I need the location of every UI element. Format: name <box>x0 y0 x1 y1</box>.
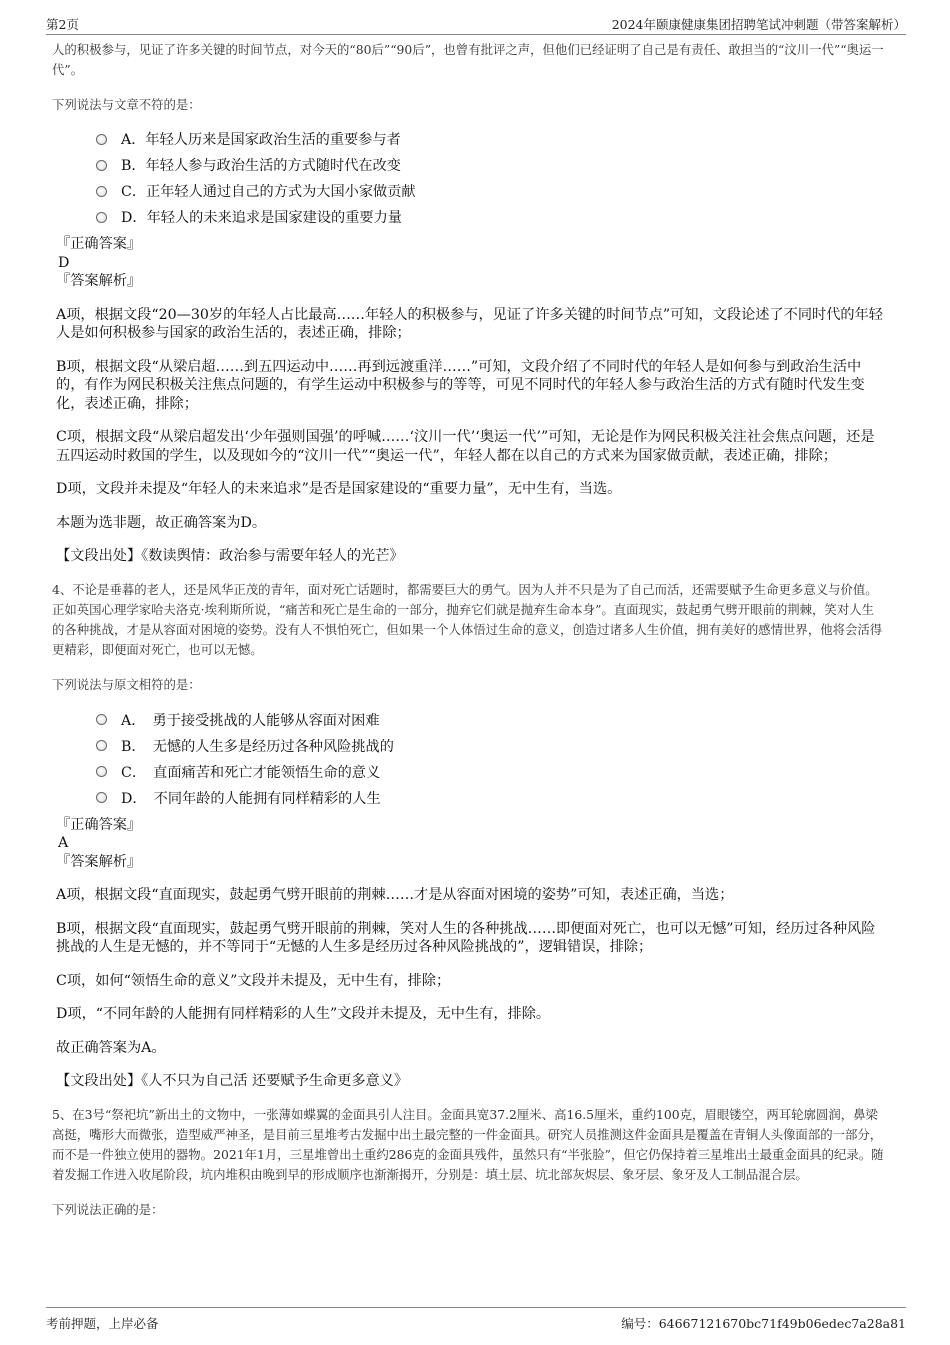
q3-option-d[interactable] <box>96 205 884 231</box>
q4-analysis-label: 『答案解析』 <box>56 853 142 870</box>
q3-conclusion: 本题为选非题，故正确答案为D。 <box>56 514 267 531</box>
option-label: D． 不同年龄的人能拥有同样精彩的人生 <box>121 790 381 807</box>
q4-explanation-c: C项，如何“领悟生命的意义”文段并未提及，无中生有，排除； <box>56 972 451 989</box>
q4-prompt: 下列说法与原文相符的是： <box>52 676 201 692</box>
q4-options <box>96 708 884 812</box>
q4-option-a[interactable] <box>96 708 884 734</box>
q3-passage-tail: 人的积极参与，见证了许多关键的时间节点，对今天的“80后”“90后”，也曾有批评之声，但他们已经证明了自己是有责任、敢担当的“汶川一代”“奥运一代”。 <box>52 42 884 77</box>
q4-option-b[interactable] <box>96 734 884 760</box>
option-label: A． 勇于接受挑战的人能够从容面对困难 <box>121 712 380 729</box>
option-label: B．年轻人参与政治生活的方式随时代在改变 <box>121 158 401 174</box>
option-label: B． 无憾的人生多是经历过各种风险挑战的 <box>121 738 394 755</box>
q4-source: 【文段出处】《人不只为自己活 还要赋予生命更多意义》 <box>56 1073 409 1089</box>
q4-conclusion: 故正确答案为A。 <box>56 1039 166 1056</box>
footer-slogan: 考前押题，上岸必备 <box>46 1316 159 1331</box>
document-id: 编号：64667121670bc71f49b06edec7a28a81 <box>621 1316 906 1331</box>
radio-icon[interactable] <box>96 212 107 223</box>
q3-option-a[interactable] <box>96 127 884 153</box>
q3-option-b[interactable] <box>96 153 884 179</box>
radio-icon[interactable] <box>96 714 107 725</box>
q3-answer: D <box>58 254 70 271</box>
page-header <box>46 12 906 35</box>
q3-option-c[interactable] <box>96 179 884 205</box>
page-content <box>52 40 884 1220</box>
q4-explanation-b: B项，根据文段“直面现实，鼓起勇气劈开眼前的荆棘，笑对人生的各种挑战……即便面对死亡，也可以无憾”可知，经历过各种风险挑战的人生是无憾的，并不等同于“无憾的人生多是经历过各种风险挑战的”，逻辑错误，排除； <box>56 920 876 955</box>
q3-options <box>96 127 884 231</box>
document-title: 2024年颐康健康集团招聘笔试冲刺题（带答案解析） <box>611 17 906 32</box>
q5-passage: 5、在3号“祭祀坑”新出土的文物中，一张薄如蝶翼的金面具引人注目。金面具宽37.2厘米、高16.5厘米，重约100克，眉眼镂空，两耳轮廓圆润，鼻梁高挺，嘴形大而微张，造型威严神圣，是目前三星堆考古发掘中出土最完整的一件金面具。研究人员推测这件金面具是覆盖在青铜人头像面部的一部分，而不是一件独立使用的器物。2021年1月，三星堆曾出土重约286克的金面具残件，虽然只有“半张脸”，但它仍保持着三星堆出土最重金面具的纪录。随着发掘工作进入收尾阶段，坑内堆积由晚到早的形成顺序也渐渐揭开，分别是：填土层、坑北部灰烬层、象牙层、象牙及人工制品混合层。 <box>52 1106 884 1182</box>
radio-icon[interactable] <box>96 186 107 197</box>
q3-source: 【文段出处】《数读舆情：政治参与需要年轻人的光芒》 <box>56 548 404 564</box>
q4-option-d[interactable] <box>96 786 884 812</box>
page-number: 第2页 <box>46 17 79 32</box>
q4-answer-label: 『正确答案』 <box>56 816 142 833</box>
q3-explanation-b: B项，根据文段“从梁启超……到五四运动中……再到远渡重洋……”可知，文段介绍了不同时代的年轻人是如何参与到政治生活中的，有作为网民积极关注焦点问题的，有学生运动中积极参与的等等，可见不同时代的年轻人参与政治生活的方式有随时代发生变化，表述正确，排除； <box>56 358 865 412</box>
page-footer <box>46 1307 906 1330</box>
radio-icon[interactable] <box>96 792 107 803</box>
q3-explanation-a: A项，根据文段“20—30岁的年轻人占比最高……年轻人的积极参与，见证了许多关键的时间节点”可知，文段论述了不同时代的年轻人是如何积极参与国家的政治生活的，表述正确，排除； <box>56 306 883 341</box>
q4-option-c[interactable] <box>96 760 884 786</box>
q5-prompt: 下列说法正确的是： <box>52 1201 164 1217</box>
q3-prompt: 下列说法与文章不符的是： <box>52 97 201 112</box>
q3-analysis-label: 『答案解析』 <box>56 273 142 289</box>
q3-explanation-c: C项，根据文段“从梁启超发出‘少年强则国强’的呼喊……‘汶川一代’‘奥运一代’”可知，无论是作为网民积极关注社会焦点问题，还是五四运动时救国的学生，以及现如今的“汶川一代”“奥运一代”，年轻人都在以自己的方式来为国家做贡献，表述正确，排除； <box>56 429 875 464</box>
option-label: A．年轻人历来是国家政治生活的重要参与者 <box>121 132 401 148</box>
q4-passage: 4、不论是垂暮的老人，还是风华正茂的青年，面对死亡话题时，都需要巨大的勇气。因为人并不只是为了自己而活，还需要赋予生命更多意义与价值。正如英国心理学家哈夫洛克·埃利斯所说，“痛苦和死亡是生命的一部分，抛弃它们就是抛弃生命本身”。直面现实，鼓起勇气劈开眼前的荆棘，笑对人生的各种挑战，才是从容面对困境的姿势。没有人不惧怕死亡，但如果一个人体悟过生命的意义，创造过诸多人生价值，拥有美好的感情世界，他将会活得更精彩，即便面对死亡，也可以无憾。 <box>52 581 883 657</box>
q3-explanation-d: D项，文段并未提及“年轻人的未来追求”是否是国家建设的“重要力量”，无中生有，当选。 <box>56 481 622 497</box>
q3-answer-label: 『正确答案』 <box>56 236 142 252</box>
q4-answer: A <box>58 835 69 851</box>
option-label: C．正年轻人通过自己的方式为大国小家做贡献 <box>121 184 416 200</box>
radio-icon[interactable] <box>96 160 107 171</box>
radio-icon[interactable] <box>96 134 107 145</box>
radio-icon[interactable] <box>96 766 107 777</box>
q4-explanation-d: D项，“不同年龄的人能拥有同样精彩的人生”文段并未提及，无中生有，排除。 <box>56 1006 551 1022</box>
radio-icon[interactable] <box>96 740 107 751</box>
option-label: C． 直面痛苦和死亡才能领悟生命的意义 <box>121 764 381 781</box>
option-label: D．年轻人的未来追求是国家建设的重要力量 <box>121 210 402 226</box>
q4-explanation-a: A项，根据文段“直面现实，鼓起勇气劈开眼前的荆棘……才是从容面对困境的姿势”可知，表述正确，当选； <box>56 887 734 903</box>
